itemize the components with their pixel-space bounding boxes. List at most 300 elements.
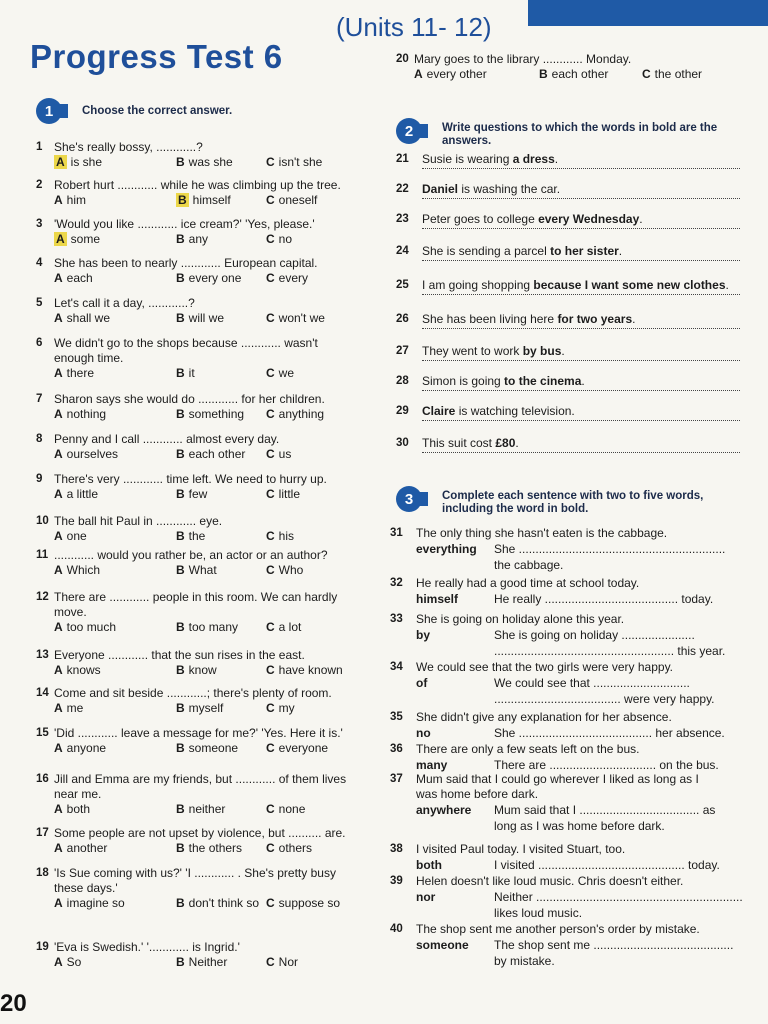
option-c[interactable]: [266, 529, 294, 543]
item-number: 26: [396, 313, 409, 325]
option-letter: B: [176, 447, 185, 461]
option-a-text: some: [70, 232, 101, 246]
option-letter: A: [54, 529, 63, 543]
question-2: [36, 178, 376, 210]
option-a[interactable]: [54, 955, 81, 969]
option-letter: C: [266, 232, 275, 246]
option-c[interactable]: [266, 663, 343, 677]
answer-line-continued[interactable]: by mistake.: [494, 954, 555, 968]
question-text-continued: move.: [54, 605, 87, 619]
sentence-bold: because I want some new clothes: [533, 278, 726, 292]
item-number: 27: [396, 345, 409, 357]
option-a[interactable]: [54, 529, 87, 543]
question-8: [36, 432, 376, 464]
item-number: 33: [390, 613, 403, 625]
question-text: ............ would you rather be, an actor or an author?: [54, 548, 328, 562]
option-c[interactable]: [266, 741, 328, 755]
answer-line[interactable]: [422, 228, 740, 229]
sentence-bold: Daniel: [422, 182, 459, 196]
option-b-text: What: [188, 563, 217, 577]
option-letter: A: [54, 802, 63, 816]
option-b-text: any: [188, 232, 209, 246]
option-c[interactable]: [266, 620, 301, 634]
answer-line[interactable]: [422, 260, 740, 261]
question-number: 20: [396, 53, 409, 65]
sentence-start: Peter goes to college: [422, 212, 539, 226]
option-b[interactable]: [176, 802, 225, 816]
item-34: [390, 660, 750, 708]
question-18: [36, 866, 376, 914]
answer-line[interactable]: The shop sent me ..........................................: [494, 938, 734, 952]
answer-line[interactable]: I visited ............................................ today.: [494, 858, 720, 872]
question-number: 5: [36, 297, 43, 309]
option-a[interactable]: A every other: [414, 67, 487, 81]
option-letter: C: [266, 529, 275, 543]
option-letter: B: [176, 529, 185, 543]
item-sentence: The only thing she hasn't eaten is the cabbage.: [416, 526, 668, 540]
option-b[interactable]: B each other: [539, 67, 609, 81]
question-17: [36, 826, 376, 858]
question-4: [36, 256, 376, 288]
question-7: [36, 392, 376, 424]
option-c-text: every: [278, 271, 309, 285]
question-number: 8: [36, 433, 43, 445]
option-b[interactable]: [176, 741, 238, 755]
option-letter: A: [54, 663, 63, 677]
option-b[interactable]: [176, 311, 224, 325]
option-letter: C: [266, 366, 275, 380]
option-letter: B: [176, 896, 185, 910]
item-number: 31: [390, 527, 403, 539]
sentence-bold: a dress: [512, 152, 555, 166]
question-19: [36, 940, 376, 972]
keyword: nor: [416, 890, 436, 904]
item-33: [390, 612, 750, 660]
option-letter: B: [176, 841, 185, 855]
option-b[interactable]: [176, 563, 217, 577]
option-letter: B: [176, 366, 185, 380]
item-24: [396, 244, 746, 268]
option-letter: C: [266, 311, 275, 325]
option-b-text: know: [188, 663, 217, 677]
option-c[interactable]: C the other: [642, 67, 703, 81]
option-b-text: each other: [188, 447, 246, 461]
option-b[interactable]: [176, 841, 242, 855]
option-b[interactable]: [176, 407, 244, 421]
option-c[interactable]: [266, 407, 324, 421]
keyword: someone: [416, 938, 469, 952]
option-b[interactable]: [176, 232, 208, 246]
answer-line[interactable]: Neither ..............................................................: [494, 890, 743, 904]
option-letter: A: [54, 271, 63, 285]
option-a-text: is she: [70, 155, 103, 169]
option-a-text: one: [66, 529, 87, 543]
question-6: [36, 336, 376, 384]
sentence-end: .: [618, 244, 623, 258]
question-number: 13: [36, 649, 49, 661]
header-band: [528, 0, 768, 26]
question-20: [396, 52, 756, 86]
option-letter: A: [54, 563, 63, 577]
option-c[interactable]: [266, 563, 303, 577]
option-letter: B: [178, 193, 187, 207]
option-letter: C: [266, 271, 275, 285]
question-10: [36, 514, 376, 546]
option-c-text: a lot: [278, 620, 302, 634]
option-c-text: his: [278, 529, 295, 543]
option-c[interactable]: [266, 487, 300, 501]
answer-line-continued[interactable]: likes loud music.: [494, 906, 583, 920]
question-number: 16: [36, 773, 49, 785]
question-text-continued: enough time.: [54, 351, 124, 365]
answer-line[interactable]: [422, 168, 740, 169]
option-letter: A: [54, 311, 63, 325]
option-letter: B: [176, 741, 185, 755]
answer-line[interactable]: He really ........................................ today.: [494, 592, 714, 606]
question-number: 7: [36, 393, 43, 405]
item-number: 38: [390, 843, 403, 855]
option-b[interactable]: [176, 366, 195, 380]
sentence-start: This suit cost: [422, 436, 496, 450]
option-b[interactable]: [176, 155, 233, 169]
option-letter: B: [176, 487, 185, 501]
question-14: [36, 686, 376, 718]
option-a-text: imagine so: [66, 896, 125, 910]
item-sentence: [422, 404, 575, 418]
item-31: [390, 526, 750, 574]
option-b[interactable]: [176, 663, 217, 677]
option-c-text: have known: [278, 663, 343, 677]
option-c-text: anything: [278, 407, 325, 421]
option-a[interactable]: [54, 487, 98, 501]
section-3-header: [396, 486, 737, 516]
option-letter: A: [54, 896, 63, 910]
question-15: [36, 726, 376, 758]
question-number: 12: [36, 591, 49, 603]
option-a[interactable]: [54, 193, 86, 207]
option-letter: B: [176, 232, 185, 246]
option-b[interactable]: [176, 271, 241, 285]
question-text: 'Is Sue coming with us?' 'I ............ . She's pretty busy: [54, 866, 336, 880]
option-c-text: oneself: [278, 193, 318, 207]
question-number: 10: [36, 515, 49, 527]
option-letter: C: [266, 447, 275, 461]
option-b[interactable]: [176, 193, 231, 207]
option-letter: B: [176, 955, 185, 969]
option-letter: C: [266, 407, 275, 421]
option-letter: A: [54, 487, 63, 501]
option-a[interactable]: [54, 841, 107, 855]
option-c-text: others: [278, 841, 313, 855]
option-letter: C: [266, 193, 275, 207]
sentence-end: .: [581, 374, 585, 388]
item-sentence: [422, 152, 558, 166]
option-c-text: isn't she: [278, 155, 323, 169]
option-b[interactable]: [176, 620, 238, 634]
sentence-start: They went to work: [422, 344, 523, 358]
item-number: 21: [396, 153, 409, 165]
option-a[interactable]: [54, 155, 102, 169]
option-b-text: someone: [188, 741, 239, 755]
answer-line[interactable]: She ..............................................................: [494, 542, 726, 556]
option-b[interactable]: [176, 701, 223, 715]
option-b[interactable]: [176, 447, 245, 461]
item-sentence: [422, 344, 565, 358]
item-sentence: [422, 278, 729, 292]
option-a[interactable]: [54, 407, 106, 421]
option-b-text: each other: [551, 67, 609, 81]
question-text: Robert hurt ............ while he was climbing up the tree.: [54, 178, 341, 192]
question-13: [36, 648, 376, 680]
option-a-text: knows: [66, 663, 101, 677]
item-number: 32: [390, 577, 403, 589]
page-title: Progress Test 6: [30, 38, 283, 75]
question-number: 2: [36, 179, 43, 191]
item-sentence-continued: was home before dark.: [416, 787, 539, 801]
answer-line[interactable]: [422, 360, 740, 361]
option-a[interactable]: [54, 232, 100, 246]
question-number: 19: [36, 941, 49, 953]
answer-line[interactable]: There are ................................ on the bus.: [494, 758, 719, 772]
option-letter: A: [54, 193, 63, 207]
item-39: [390, 874, 750, 922]
item-sentence: Mum said that I could go wherever I liked as long as I: [416, 772, 699, 786]
option-b-text: every one: [188, 271, 242, 285]
question-5: [36, 296, 376, 328]
answer-line[interactable]: [422, 390, 740, 391]
option-letter: B: [176, 701, 185, 715]
question-text: Let's call it a day, ............?: [54, 296, 195, 310]
badge-tail: [56, 104, 68, 118]
question-text: Jill and Emma are my friends, but ............ of them lives: [54, 772, 347, 786]
option-letter: A: [54, 955, 63, 969]
question-number: 4: [36, 257, 43, 269]
section-2-header: [396, 118, 732, 148]
item-21: [396, 152, 746, 176]
option-a-text: him: [66, 193, 87, 207]
option-a-text: both: [66, 802, 91, 816]
option-a-text: each: [66, 271, 93, 285]
question-text: Everyone ............ that the sun rises in the east.: [54, 648, 305, 662]
question-12: [36, 590, 376, 638]
option-c-text: none: [278, 802, 306, 816]
option-a-text: another: [66, 841, 108, 855]
option-a[interactable]: [54, 311, 110, 325]
item-number: 28: [396, 375, 409, 387]
answer-line[interactable]: [422, 328, 740, 329]
option-c[interactable]: [266, 896, 340, 910]
question-text: Sharon says she would do ............ for her children.: [54, 392, 325, 406]
item-25: [396, 278, 746, 302]
question-number: 6: [36, 337, 43, 349]
option-a[interactable]: [54, 663, 101, 677]
answer-line-continued[interactable]: long as I was home before dark.: [494, 819, 665, 833]
question-number: 15: [36, 727, 49, 739]
option-a[interactable]: [54, 701, 83, 715]
option-b-text: the others: [188, 841, 243, 855]
question-number: 1: [36, 141, 43, 153]
option-c-text: everyone: [278, 741, 329, 755]
item-22: [396, 182, 746, 206]
question-16: [36, 772, 376, 820]
option-letter: A: [54, 701, 63, 715]
question-text: Mary goes to the library ............ Monday.: [414, 52, 632, 66]
option-letter: A: [54, 841, 63, 855]
option-a[interactable]: [54, 802, 90, 816]
option-letter: B: [176, 311, 185, 325]
option-c[interactable]: [266, 955, 298, 969]
option-c[interactable]: [266, 366, 294, 380]
option-a-text: Which: [66, 563, 101, 577]
sentence-start: Susie is wearing: [422, 152, 513, 166]
option-a-text: me: [66, 701, 84, 715]
item-27: [396, 344, 746, 368]
option-b[interactable]: [176, 487, 207, 501]
option-letter: B: [176, 407, 185, 421]
section-2-badge: 2: [396, 118, 422, 144]
question-text: Some people are not upset by violence, but .......... are.: [54, 826, 346, 840]
sentence-end: .: [725, 278, 729, 292]
option-letter: C: [266, 955, 275, 969]
answer-line-continued[interactable]: ...................................... were very happy.: [494, 692, 715, 706]
option-b[interactable]: [176, 896, 259, 910]
section-2-instruction: Write questions to which the words in bold are the answers.: [442, 122, 718, 147]
sentence-bold: every Wednesday: [538, 212, 640, 226]
option-c[interactable]: [266, 802, 305, 816]
keyword: no: [416, 726, 431, 740]
option-letter: B: [176, 155, 185, 169]
question-text: There's very ............ time left. We need to hurry up.: [54, 472, 327, 486]
answer-line[interactable]: [422, 420, 740, 421]
question-11: [36, 548, 376, 580]
option-a-text: there: [66, 366, 95, 380]
answer-line[interactable]: She ........................................ her absence.: [494, 726, 725, 740]
option-b-text: few: [188, 487, 208, 501]
option-letter: A: [54, 366, 63, 380]
sentence-bold: to the cinema: [504, 374, 582, 388]
option-a-text: ourselves: [66, 447, 119, 461]
sentence-end: .: [639, 212, 643, 226]
question-3: [36, 217, 376, 249]
option-a-text: too much: [66, 620, 117, 634]
question-number: 14: [36, 687, 49, 699]
item-number: 22: [396, 183, 409, 195]
option-c[interactable]: [266, 311, 325, 325]
item-sentence: She is going on holiday alone this year.: [416, 612, 625, 626]
option-b-text: himself: [192, 193, 231, 207]
option-letter: A: [56, 232, 65, 246]
option-a[interactable]: [54, 741, 106, 755]
option-c-text: we: [278, 366, 295, 380]
answer-line[interactable]: We could see that .............................: [494, 676, 690, 690]
option-b[interactable]: [176, 955, 227, 969]
option-letter: C: [266, 563, 275, 577]
item-28: [396, 374, 746, 398]
option-b-text: neither: [188, 802, 226, 816]
option-a-text: So: [66, 955, 82, 969]
option-c-text: us: [278, 447, 292, 461]
option-letter: C: [266, 841, 275, 855]
option-a-text: nothing: [66, 407, 107, 421]
badge-tail: [416, 492, 428, 506]
keyword: both: [416, 858, 442, 872]
option-a[interactable]: [54, 447, 118, 461]
item-number: 23: [396, 213, 409, 225]
option-c[interactable]: [266, 155, 322, 169]
option-a[interactable]: [54, 896, 125, 910]
answer-line-continued[interactable]: the cabbage.: [494, 558, 564, 572]
sentence-bold: by bus: [522, 344, 562, 358]
answer-line[interactable]: [422, 452, 740, 453]
option-c[interactable]: [266, 271, 308, 285]
sentence-end: .: [554, 152, 559, 166]
sentence-bold: for two years: [557, 312, 633, 326]
item-number: 40: [390, 923, 403, 935]
option-letter: C: [266, 701, 275, 715]
option-c-text: won't we: [278, 311, 325, 325]
option-b-text: myself: [188, 701, 224, 715]
option-b-text: Neither: [188, 955, 228, 969]
option-letter: A: [54, 620, 63, 634]
question-text-continued: near me.: [54, 787, 102, 801]
item-number: 39: [390, 875, 403, 887]
option-c-text: little: [278, 487, 301, 501]
option-letter: C: [266, 741, 275, 755]
item-sentence: We could see that the two girls were very happy.: [416, 660, 674, 674]
section-1-header: [36, 98, 382, 124]
item-29: [396, 404, 746, 428]
item-sentence: [422, 312, 635, 326]
question-text: She has been to nearly ............ European capital.: [54, 256, 318, 270]
option-c-text: my: [278, 701, 295, 715]
option-letter: B: [176, 663, 185, 677]
option-c[interactable]: [266, 701, 295, 715]
item-sentence: [422, 212, 643, 226]
answer-line[interactable]: She is going on holiday ......................: [494, 628, 695, 642]
sentence-end: is watching television.: [455, 404, 575, 418]
sentence-start: I am going shopping: [422, 278, 534, 292]
option-b-text: will we: [188, 311, 225, 325]
option-a[interactable]: [54, 366, 94, 380]
question-1: [36, 140, 376, 172]
option-b[interactable]: [176, 529, 205, 543]
option-c-text: the other: [654, 67, 703, 81]
answer-line[interactable]: [422, 198, 740, 199]
option-b-text: don't think so: [188, 896, 260, 910]
question-text: Penny and I call ............ almost every day.: [54, 432, 280, 446]
option-letter: A: [54, 407, 63, 421]
option-a[interactable]: [54, 620, 116, 634]
answer-line-continued[interactable]: ...................................................... this year.: [494, 644, 726, 658]
item-number: 35: [390, 711, 403, 723]
sentence-bold: to her sister: [550, 244, 619, 258]
option-c[interactable]: [266, 232, 292, 246]
item-sentence: I visited Paul today. I visited Stuart, too.: [416, 842, 626, 856]
option-c[interactable]: [266, 193, 317, 207]
option-c[interactable]: [266, 447, 291, 461]
option-c-text: suppose so: [278, 896, 341, 910]
option-a[interactable]: [54, 563, 100, 577]
option-a[interactable]: [54, 271, 93, 285]
item-sentence: [422, 436, 519, 450]
answer-line[interactable]: [422, 294, 740, 295]
answer-line[interactable]: Mum said that I .................................... as: [494, 803, 716, 817]
item-number: 37: [390, 773, 403, 785]
page-number: 20: [0, 990, 27, 1017]
sentence-bold: £80: [495, 436, 516, 450]
question-text: We didn't go to the shops because ............ wasn't: [54, 336, 318, 350]
option-c[interactable]: [266, 841, 312, 855]
